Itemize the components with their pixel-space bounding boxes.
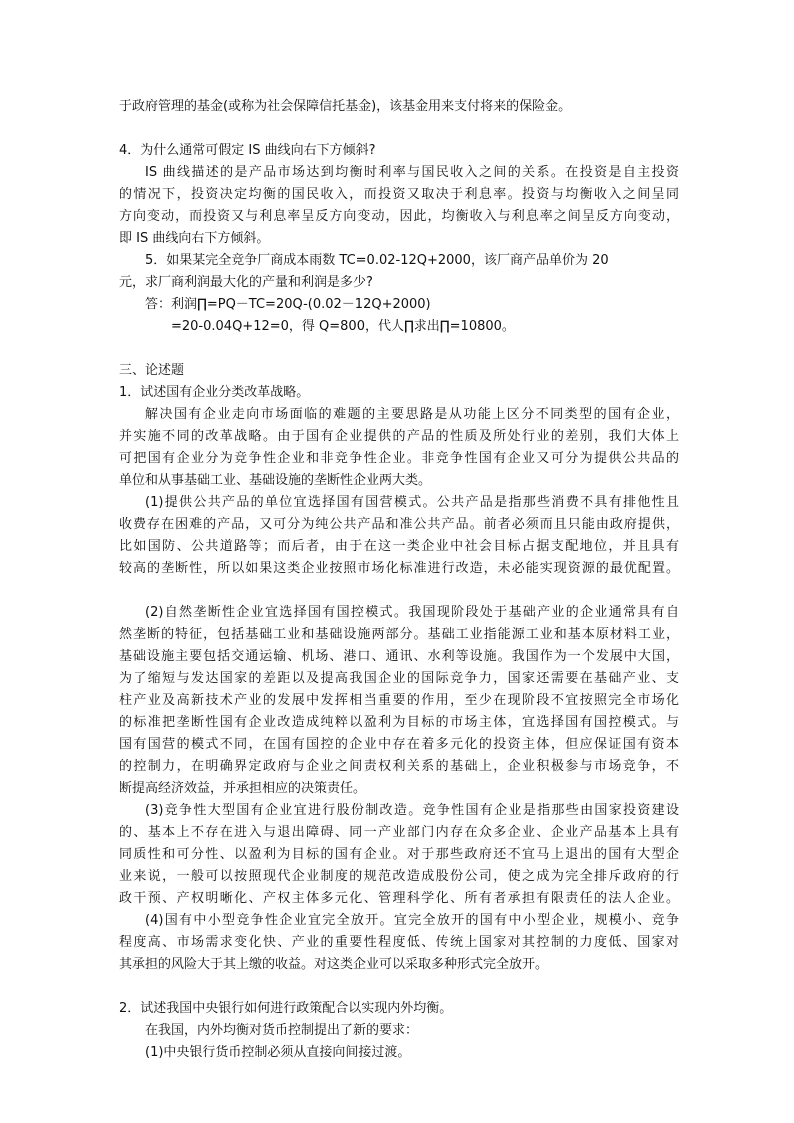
text-line: 同质性和可分性、以盈利为目标的国有企业。对于那些政府还不宜马上退出的国有大型企 [119, 847, 679, 862]
text-line: 柱产业及高新技术产业的发展中发挥相当重要的作用，至少在现阶段不宜按照完全市场化 [119, 693, 679, 708]
text-line: (1)提供公共产品的单位宜选择国有国营模式。公共产品是指那些消费不具有排他性且 [145, 495, 679, 510]
text-line: 基础设施主要包括交通运输、机场、港口、通讯、水利等设施。我国作为一个发展中大国， [119, 649, 679, 664]
blank-line [119, 580, 679, 602]
text-line: 并实施不同的改革战略。由于国有企业提供的产品的性质及所处行业的差别，我们大体上 [119, 429, 679, 444]
text-line: 即 IS 曲线向右下方倾斜。 [119, 231, 270, 246]
text-line: 于政府管理的基金(或称为社会保障信托基金)，该基金用来支付将来的保险金。 [119, 99, 572, 114]
document-body [119, 96, 679, 1064]
text-line: 然垄断的特征，包括基础工业和基础设施两部分。基础工业指能源工业和基本原材料工业， [119, 627, 679, 642]
answer-line: 答：利润∏=PQ－TC=20Q-(0.02－12Q+2000) [145, 297, 431, 312]
text-line: (2)自然垄断性企业宜选择国有国控模式。我国现阶段处于基础产业的企业通常具有自 [145, 605, 679, 620]
text-line: 在我国，内外均衡对货币控制提出了新的要求： [145, 1023, 419, 1038]
text-line: (4)国有中小型竞争性企业宜完全放开。宜完全放开的国有中小型企业，规模小、竞争 [145, 913, 679, 928]
text-line: 收费存在困难的产品，又可分为纯公共产品和准公共产品。前者必须而且只能由政府提供， [119, 517, 679, 532]
text-line: 政干预、产权明晰化、产权主体多元化、管理科学化、所有者承担有限责任的法人企业。 [119, 891, 679, 906]
text-line: 可把国有企业分为竞争性企业和非竞争性企业。非竞争性国有企业又可分为提供公共品的 [119, 451, 679, 466]
text-line: (3)竞争性大型国有企业宜进行股份制改造。竞争性国有企业是指那些由国家投资建设 [145, 803, 679, 818]
text-line: 比如国防、公共道路等；而后者，由于在这一类企业中社会目标占据支配地位，并且具有 [119, 539, 679, 554]
text-line: 单位和从事基础工业、基础设施的垄断性企业两大类。 [119, 473, 432, 488]
text-line: 断提高经济效益，并承担相应的决策责任。 [119, 781, 367, 796]
text-line: 的标准把垄断性国有企业改造成纯粹以盈利为目标的市场主体，宜选择国有国控模式。与 [119, 715, 679, 730]
question-heading: 2．试述我国中央银行如何进行政策配合以实现内外均衡。 [119, 1001, 453, 1016]
text-line: 其承担的风险大于其上缴的收益。对这类企业可以采取多种形式完全放开。 [119, 957, 549, 972]
text-line: (1)中央银行货币控制必须从直接向间接过渡。 [145, 1045, 411, 1060]
text-line: 的情况下，投资决定均衡的国民收入，而投资又取决于利息率。投资与均衡收入之间呈同 [119, 187, 679, 202]
blank-line [119, 976, 679, 998]
question-heading: 5．如果某完全竞争厂商成本雨数 TC=0.02-12Q+2000，该厂商产品单价为 20 [145, 253, 609, 268]
text-line: 的、基本上不存在进入与退出障碍、同一产业部门内存在众多企业、企业产品基本上具有 [119, 825, 679, 840]
text-line: 方向变动，而投资又与利息率呈反方向变动，因此，均衡收入与利息率之间呈反方向变动， [119, 209, 679, 224]
question-heading: 4．为什么通常可假定 IS 曲线向右下方倾斜? [119, 143, 376, 158]
text-line: 元，求厂商利润最大化的产量和利润是多少? [119, 275, 373, 290]
text-line: 业来说，一般可以按照现代企业制度的规范改造成股份公司，使之成为完全排斥政府的行 [119, 869, 679, 884]
text-line: 的控制力，在明确界定政府与企业之间责权利关系的基础上，企业积极参与市场竞争，不 [119, 759, 679, 774]
text-line: IS 曲线描述的是产品市场达到均衡时利率与国民收入之间的关系。在投资是自主投资 [145, 165, 679, 180]
blank-line [119, 338, 679, 360]
text-line: 较高的垄断性，所以如果这类企业按照市场化标准进行改造，未必能实现资源的最优配置。 [119, 561, 679, 576]
text-line: 解决国有企业走向市场面临的难题的主要思路是从功能上区分不同类型的国有企业， [145, 407, 679, 422]
text-line: 程度高、市场需求变化快、产业的重要性程度低、传统上国家对其控制的力度低、国家对 [119, 935, 679, 950]
section-heading: 三、论述题 [119, 363, 185, 378]
text-line: 为了缩短与发达国家的差距以及提高我国企业的国际竞争力，国家还需要在基础产业、支 [119, 671, 679, 686]
question-heading: 1．试述国有企业分类改革战略。 [119, 385, 310, 400]
text-line: 国有国营的模式不同，在国有国控的企业中存在着多元化的投资主体，但应保证国有资本 [119, 737, 679, 752]
blank-line [119, 118, 679, 140]
answer-line: =20-0.04Q+12=0，得 Q=800，代人∏求出∏=10800。 [171, 319, 515, 334]
